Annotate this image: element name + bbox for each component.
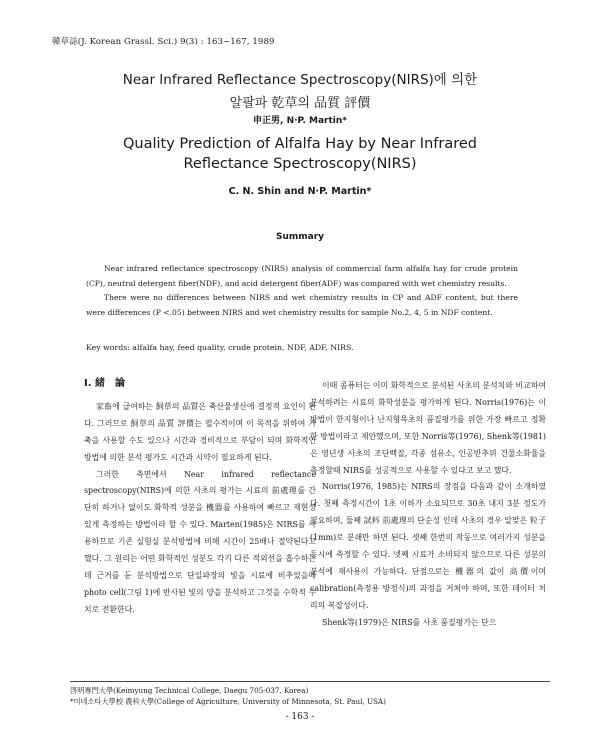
title-english-line-1: Quality Prediction of Alfalfa Hay by Near Infrared: [123, 136, 477, 152]
right-paragraph-3: Shenk等(1979)은 NIRS를 사초 품질평가는 단으: [322, 617, 497, 627]
keywords: Key words: alfalfa hay, feed quality, crude protein, NDF, ADF, NIRS.: [86, 343, 354, 352]
summary-paragraph-1: Near infrared reflectance spectroscopy (NIRS) analysis of commercial farm alfalfa hay for crude protein (CP), neutral detergent fiber(NDF), and acid detergent fiber(ADF) was compared with wet chemistry results.: [86, 264, 518, 288]
left-paragraph-1: 家畜에 급여하는 飼草의 品質은 축산물생산에 결정적 요인이 된다. 그러므로 飼草의 品質 評價는 필수적이며 이 목적을 위하여 가축을 사용할 수도 있으나 시간과 경비적으로 부담이 되며 화학적인 방법에 의한 분석 평가도 시간과 시약이 필요하게 된다.: [84, 401, 316, 462]
authors-english: C. N. Shin and N·P. Martin*: [228, 186, 372, 197]
left-column: [84, 376, 316, 619]
right-paragraph-1: 이때 콤퓨터는 이미 화학적으로 분석된 사초의 분석치와 비교하여 분석하려는 시료의 화학성분을 평가하게 된다. Norris(1976)는 이 방법이 한지형이나 난지형목초의 품질평가를 위한 가장 빠르고 정확한 방법이라고 제안했으며, 또한 Norris等(1976), Shenk等(1981)은 영년생 사초의 조단백질, 각종 섬유소, 인공반추위 건물소화율을 측정할때 NIRS를 성공적으로 사용할 수 있다고 보고 했다.: [310, 381, 546, 475]
section-heading-introduction: Ⅰ. 緒 論: [84, 378, 126, 389]
page-number: - 163 -: [285, 712, 315, 722]
right-column: [310, 378, 546, 632]
title-korean-line-2: 알팔파 乾草의 品質 評價: [229, 96, 371, 111]
left-paragraph-2: 그러한 측면에서 Near infrared reflectance spectroscopy(NIRS)에 의한 사초의 평가는 시료의 前處理를 간단히 하거나 없이도 화학적 성분을 機器를 사용하여 빠르고 재현성 있게 측정하는 방법이라 할 수 있다. Marten(1985)은 NIRS를 사용하므로 기존 실험실 분석방법에 비해 시간이 25배나 절약된다고 했다. 그 원리는 어떤 화학적인 성분도 각기 다른 적외선을 흡수하는데 근거를 둔 분석방법으로 단일파장의 빛을 시료에 비추었을때 photo cell(그림 1)에 반사된 빛의 양을 분석하고 그것을 수학적 수치로 전환한다.: [84, 469, 316, 614]
journal-header: 韓草誌(J. Korean Grassl. Sci.) 9(3) : 163~167, 1989: [52, 37, 275, 47]
title-english-line-2: Reflectance Spectroscopy(NIRS): [183, 156, 417, 172]
affiliations: [70, 681, 550, 707]
summary-paragraph-2: There were no differences between NIRS and wet chemistry results in CP and ADF content, but there were differences (P <.05) between NIRS and wet chemistry results for sample No.2, 4, 5 in NDF content.: [86, 293, 518, 317]
affiliation-1: 啓明專門大學(Keimyung Technical College, Daegu 705-037, Korea): [70, 686, 309, 695]
summary-block: [86, 262, 518, 320]
authors-korean: 申正男, N·P. Martin*: [253, 116, 347, 126]
summary-heading: Summary: [275, 232, 325, 242]
affiliation-2: *미네소타大學校 農科大學(College of Agriculture, University of Minnesota, St. Paul, USA): [70, 696, 386, 706]
right-paragraph-2: Norris(1976, 1985)는 NIRS의 장점을 다음과 같이 소개하였다. 첫째 측정시간이 1초 이하가 소요되므로 30초 내지 3분 정도가 필요하며, 둘째 試料 前處理의 단순성 인데 사초의 경우 알맞은 粒子(1mm)로 분쇄만 하면 된다. 셋째 한번의 작동으로 여러가지 성분을 동시에 측정할 수 있다. 넷째 시료가 소비되지 않으므로 다른 성분의 분석에 재사용이 가능하다. 단점으로는 機器의 값이 高價이며 calibration(측정용 방정식)의 과정을 거쳐야 하며, 또한 데이터 처리의 복잡성이다.: [310, 482, 546, 610]
title-korean-line-1: Near Infrared Reflectance Spectroscopy(NIRS)에 의한: [122, 72, 478, 88]
title-english: [0, 134, 600, 174]
